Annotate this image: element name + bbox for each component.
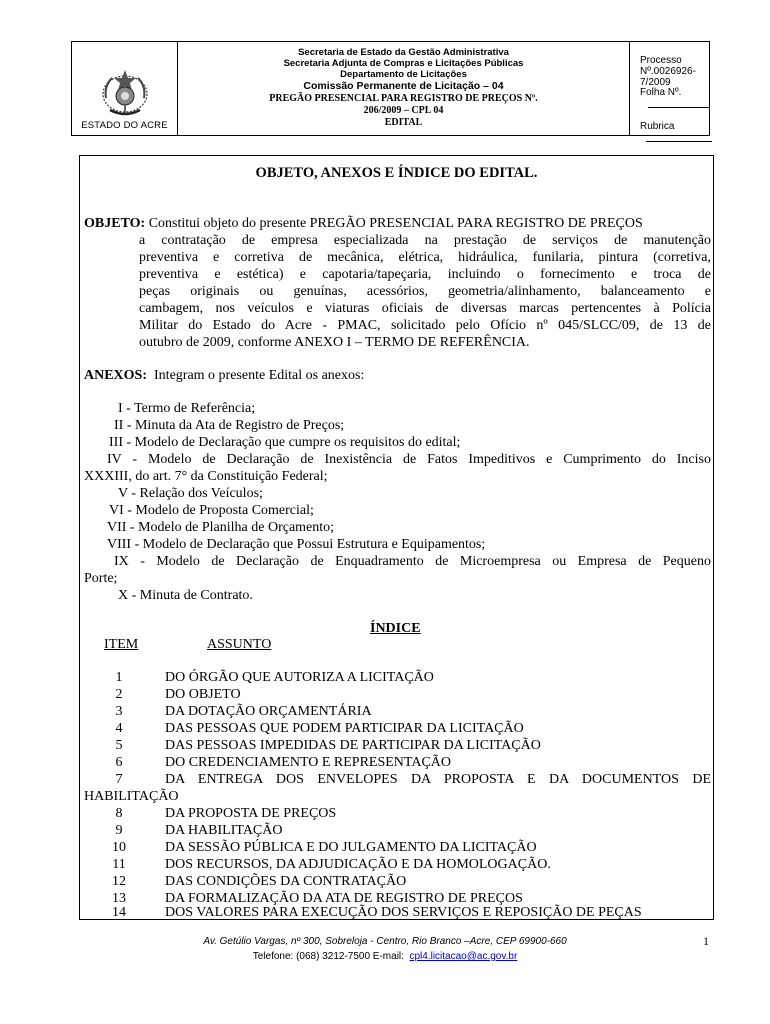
indice-row-number: 10	[112, 840, 126, 855]
indice-row-subject: DAS CONDIÇÕES DA CONTRATAÇÃO	[165, 874, 407, 889]
indice-row-number: 7	[115, 772, 123, 787]
indice-row-number: 3	[115, 704, 123, 719]
footer-email-link[interactable]: cpl4.licitacao@ac.gov.br	[409, 951, 518, 962]
indice-row-number: 9	[115, 823, 123, 838]
section-title: OBJETO, ANEXOS E ÍNDICE DO EDITAL.	[255, 165, 538, 181]
folha-label: Folha Nº.	[640, 87, 682, 98]
indice-row-number: 1	[115, 670, 123, 685]
header-logo-cell	[72, 42, 178, 135]
header-process-cell	[630, 42, 709, 135]
indice-row-continuation: HABILITAÇÃO	[84, 789, 179, 804]
header-title-cell	[178, 42, 630, 135]
header-line-adjunta: Secretaria Adjunta de Compras e Licitações Públicas	[283, 58, 524, 69]
anexo-item: VIII - Modelo de Declaração que Possui Estrutura e Equipamentos;	[107, 537, 486, 552]
anexo-item: IV - Modelo de Declaração de Inexistência de Fatos Impeditivos e Cumprimento do Inciso	[107, 452, 711, 467]
anexo-item: III - Modelo de Declaração que cumpre os requisitos do edital;	[109, 435, 461, 450]
objeto-first-line	[84, 215, 643, 232]
anexo-item-continuation: XXXIII, do art. 7° da Constituição Federal;	[84, 469, 328, 484]
rubrica-field	[640, 121, 712, 145]
indice-col-assunto: ASSUNTO	[207, 637, 272, 652]
header-line-departamento: Departamento de Licitações	[340, 69, 467, 80]
header-line-numero: 206/2009 – CPL 04	[363, 105, 444, 116]
rubrica-blank	[646, 132, 712, 142]
objeto-text-4: peças originais ou genuínas, acessórios, geometria/alinhamento, balanceamento e	[139, 284, 711, 299]
footer-phone: Telefone: (068) 3212-7500 E-mail:	[252, 951, 404, 962]
anexo-item: IX - Modelo de Declaração de Enquadramento de Microempresa ou Empresa de Pequeno	[114, 554, 711, 569]
indice-row-subject: DA FORMALIZAÇÃO DA ATA DE REGISTRO DE PREÇOS	[165, 891, 523, 906]
indice-row-subject: DO ÓRGÃO QUE AUTORIZA A LICITAÇÃO	[165, 670, 434, 685]
indice-row-subject: DA HABILITAÇÃO	[165, 823, 283, 838]
indice-row-subject: DA ENTREGA DOS ENVELOPES DA PROPOSTA E DA DOCUMENTOS DE	[165, 772, 711, 787]
rubrica-label: Rubrica	[640, 121, 675, 132]
folha-blank	[648, 98, 710, 108]
objeto-text-7: outubro de 2009, conforme ANEXO I – TERMO DE REFERÊNCIA.	[139, 335, 530, 350]
indice-row-subject: DAS PESSOAS QUE PODEM PARTICIPAR DA LICITAÇÃO	[165, 721, 524, 736]
header-line-secretaria: Secretaria de Estado da Gestão Administrativa	[298, 47, 509, 58]
indice-row-subject: DOS RECURSOS, DA ADJUDICAÇÃO E DA HOMOLOGAÇÃO.	[165, 857, 551, 872]
indice-row-subject: DA DOTAÇÃO ORÇAMENTÁRIA	[165, 704, 372, 719]
header-line-pregao: PREGÃO PRESENCIAL PARA REGISTRO DE PREÇOS Nº.	[269, 93, 538, 104]
objeto-label: OBJETO:	[84, 216, 146, 231]
indice-row-subject: DOS VALORES PARA EXECUÇÃO DOS SERVIÇOS E REPOSIÇÃO DE PEÇAS	[165, 905, 642, 920]
processo-number: Processo Nº.0026926-7/2009	[640, 55, 696, 88]
indice-row-number: 4	[115, 721, 123, 736]
indice-title: ÍNDICE	[370, 621, 421, 636]
objeto-text-1: a contratação de empresa especializada na prestação de serviços de manutenção	[139, 233, 711, 248]
header-line-edital: EDITAL	[384, 117, 423, 128]
page-number: 1	[703, 934, 709, 948]
indice-row-subject: DA PROPOSTA DE PREÇOS	[165, 806, 337, 821]
indice-row-number: 12	[112, 874, 126, 889]
indice-row-subject: DO OBJETO	[165, 687, 241, 702]
anexos-label: ANEXOS:	[84, 368, 148, 383]
anexos-intro	[84, 367, 364, 384]
anexo-item: I - Termo de Referência;	[118, 401, 256, 416]
objeto-text-6: Militar do Estado do Acre - PMAC, solicitado pelo Ofício nº 045/SLCC/09, de 13 de	[139, 318, 711, 333]
anexo-item: VI - Modelo de Proposta Comercial;	[109, 503, 314, 518]
estado-label: ESTADO DO ACRE	[81, 120, 168, 131]
footer-address: Av. Getúlio Vargas, nº 300, Sobreloja - Centro, Rio Branco –Acre, CEP 69900-660	[203, 936, 567, 947]
indice-row-subject: DO CREDENCIAMENTO E REPRESENTAÇÃO	[165, 755, 452, 770]
indice-row-number: 11	[112, 857, 126, 872]
state-crest-icon	[100, 64, 150, 126]
anexo-item: VII - Modelo de Planilha de Orçamento;	[107, 520, 335, 535]
indice-row-number: 13	[112, 891, 126, 906]
edital-body	[79, 155, 714, 920]
indice-row-number: 8	[115, 806, 123, 821]
anexo-item: X - Minuta de Contrato.	[118, 588, 253, 603]
indice-row-number: 14	[112, 905, 126, 920]
anexo-item: V - Relação dos Veículos;	[118, 486, 263, 501]
footer-contact	[0, 951, 770, 962]
header-line-comissao: Comissão Permanente de Licitação – 04	[303, 80, 504, 92]
document-header	[71, 41, 710, 136]
anexo-item-continuation: Porte;	[84, 571, 118, 586]
folha-field	[640, 87, 710, 111]
indice-row-number: 2	[115, 687, 123, 702]
objeto-text-0: Constitui objeto do presente PREGÃO PRESENCIAL PARA REGISTRO DE PREÇOS	[148, 216, 643, 231]
objeto-text-5: cambagem, nos veículos e viaturas oficiais de diversas marcas pertencentes à Polícia	[139, 301, 711, 316]
objeto-text-2: preventiva e corretiva de mecânica, elétrica, hidráulica, funilaria, pintura (corretiva,	[139, 250, 711, 265]
indice-row-subject: DAS PESSOAS IMPEDIDAS DE PARTICIPAR DA LICITAÇÃO	[165, 738, 541, 753]
indice-row-number: 6	[115, 755, 123, 770]
indice-col-item: ITEM	[104, 637, 139, 652]
anexo-item: II - Minuta da Ata de Registro de Preços;	[114, 418, 345, 433]
indice-row-subject: DA SESSÃO PÚBLICA E DO JULGAMENTO DA LICITAÇÃO	[165, 840, 537, 855]
objeto-text-3: preventiva e estética) e capotaria/tapeçaria, incluindo o fornecimento e troca de	[139, 267, 711, 282]
indice-row-number: 5	[115, 738, 123, 753]
anexos-intro-text: Integram o presente Edital os anexos:	[154, 368, 365, 383]
